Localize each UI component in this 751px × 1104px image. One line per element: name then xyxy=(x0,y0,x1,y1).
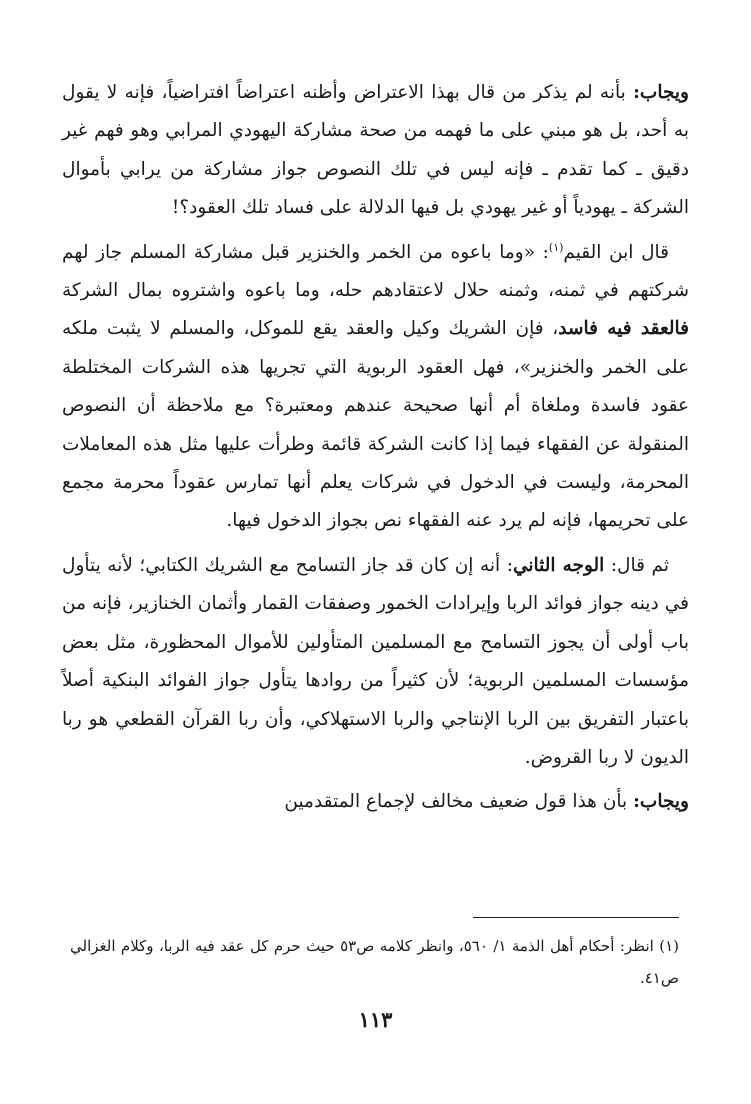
paragraph-2 xyxy=(62,234,689,541)
paragraph-text: : «وما باعوه من الخمر والخنزير قبل مشاركة المسلم جاز لهم شركتهم في ثمنه، وثمنه حلال لاعتقادهم حله، وما باعوه واشتروه بمال الشركة xyxy=(62,241,689,302)
paragraph-text: قال ابن القيم xyxy=(563,241,669,263)
paragraph-text: ، فإن الشريك وكيل والعقد يقع للموكل، والمسلم لا يثبت ملكه على الخمر والخنزير»، فهل العقود الربوية التي تجريها هذه الشركات المختلطة عقود فاسدة وملغاة أم أنها صحيحة عندهم ومعتبرة؟ مع ملاحظة أن النصوص المنقولة عن الفقهاء فيما إذا كانت الشركة قائمة وطرأت عليها مثل هذه المعاملات المحرمة، وليست في الدخول في شركات يعلم أنها تمارس عقوداً محرمة مجمع على تحريمها، فإنه لم يرد عنه الفقهاء نص بجواز الدخول فيها. xyxy=(62,318,689,532)
paragraph-text: ثم قال: xyxy=(604,554,669,576)
answer-heading: ويجاب: xyxy=(633,791,689,813)
paragraph-3 xyxy=(62,547,689,777)
paragraph-4 xyxy=(62,783,689,821)
answer-heading: ويجاب: xyxy=(633,82,689,103)
paragraph-text: بأن هذا قول ضعيف مخالف لإجماع المتقدمين xyxy=(284,791,634,813)
page-number: ١١٣ xyxy=(358,1007,393,1032)
footnote: (١) انظر: أحكام أهل الذمة ١/ ٥٦٠، وانظر كلامه ص٥٣ حيث حرم كل عقد فيه الربا، وكلام الغزالي ص٤١. xyxy=(70,937,680,987)
footnote-marker: (١) xyxy=(548,240,564,254)
paragraph-1 xyxy=(62,74,689,228)
main-text xyxy=(62,74,689,822)
paragraph-text: بأنه لم يذكر من قال بهذا الاعتراض وأظنه اعتراضاً افتراضياً، فإنه لا يقول به أحد، بل هو مبني على ما فهمه من صحة مشاركة اليهودي المرابي وهو فهم غير دقيق ـ كما تقدم ـ فإنه ليس في تلك النصوص جواز مشاركة من يرابي بأموال الشركة ـ يهودياً أو غير يهودي بل فيها الدلالة على فساد تلك العقود؟! xyxy=(62,82,689,219)
footnote-separator xyxy=(473,917,679,918)
section-heading: الوجه الثاني xyxy=(512,554,605,576)
paragraph-text: : أنه إن كان قد جاز التسامح مع الشريك الكتابي؛ لأنه يتأول في دينه جواز فوائد الربا وإيرادات الخمور وصفقات القمار وأثمان الخنازير، فإنه من باب أولى أن يجوز التسامح مع المسلمين المتأولين للأموال المحظورة، مثل بعض مؤسسات المسلمين الربوية؛ لأن كثيراً من روادها يتأول جواز الفوائد البنكية أصلاً باعتبار التفريق بين الربا الإنتاجي والربا الاستهلاكي، وأن ربا القرآن القطعي هو ربا الديون لا ربا القروض. xyxy=(62,554,689,768)
bold-phrase: فالعقد فيه فاسد xyxy=(558,318,690,340)
